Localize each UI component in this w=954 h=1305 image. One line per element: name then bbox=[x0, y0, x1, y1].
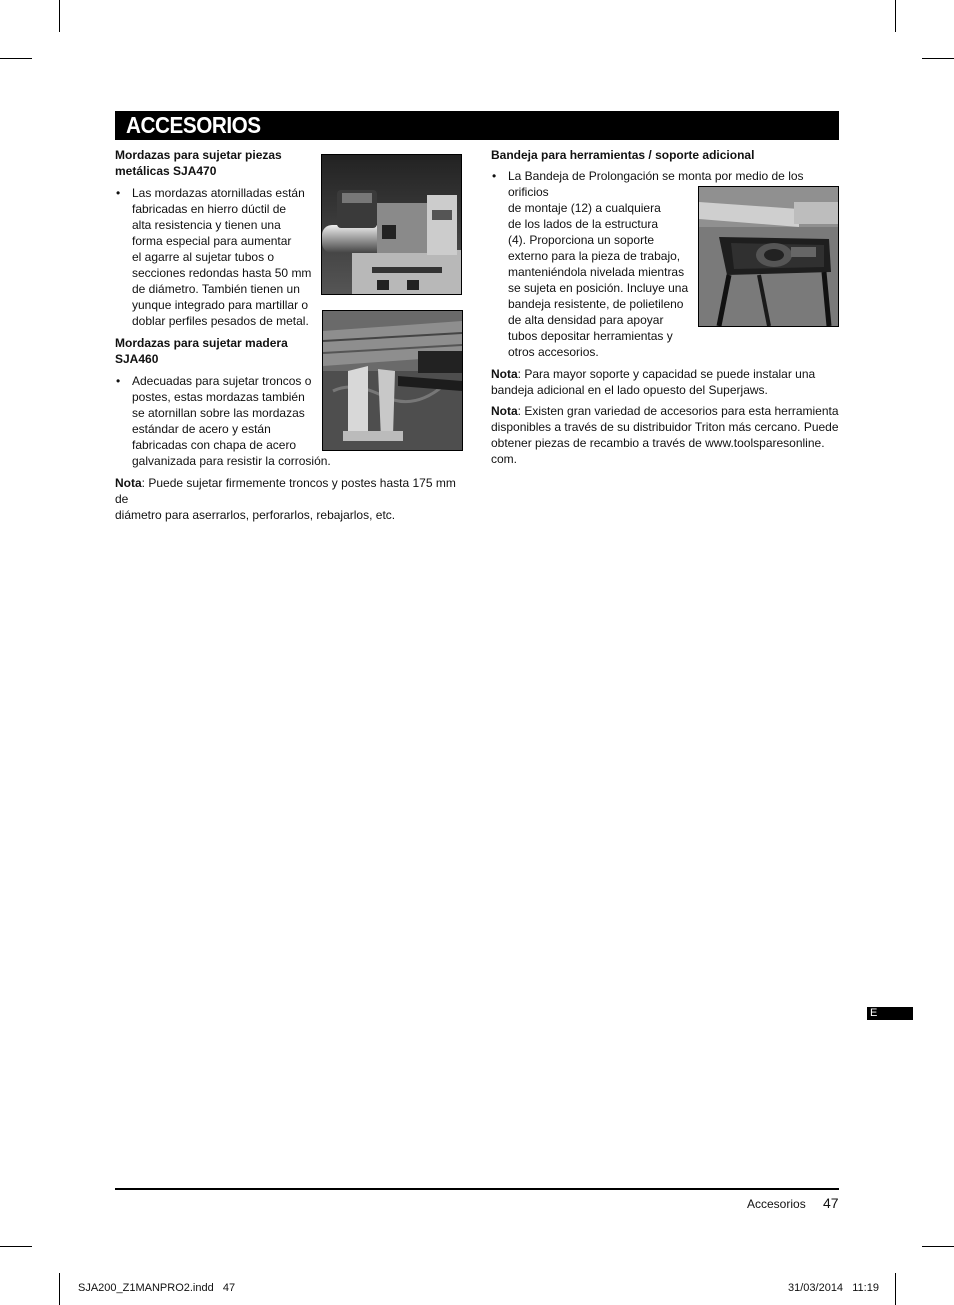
language-tab-label: E bbox=[870, 1007, 878, 1019]
text-line: tubos depositar herramientas y bbox=[508, 329, 673, 343]
metal-jaws-heading: Mordazas para sujetar piezas bbox=[115, 148, 282, 162]
wood-jaws-heading-2: SJA460 bbox=[115, 352, 159, 366]
text-line: se atornillan sobre las mordazas bbox=[132, 406, 305, 420]
metal-jaws-illustration bbox=[322, 155, 461, 294]
text-line: fabricadas en hierro dúctil de bbox=[132, 202, 287, 216]
text-line: Las mordazas atornilladas están bbox=[132, 186, 305, 200]
crop-mark bbox=[922, 1246, 954, 1247]
text-line: externo para la pieza de trabajo, bbox=[508, 249, 681, 263]
text-line: fabricadas con chapa de acero bbox=[132, 438, 297, 452]
right-note-1-line2: bandeja adicional en el lado opuesto del Superjaws. bbox=[491, 383, 768, 397]
text-line: Adecuadas para sujetar troncos o bbox=[132, 374, 312, 388]
note-label: Nota bbox=[491, 404, 518, 418]
page-number: 47 bbox=[823, 1195, 839, 1211]
crop-mark bbox=[895, 0, 896, 32]
note-label: Nota bbox=[491, 367, 518, 381]
text-line: secciones redondas hasta 50 mm bbox=[132, 266, 312, 280]
crop-mark bbox=[59, 1273, 60, 1305]
text-line: de los lados de la estructura bbox=[508, 217, 659, 231]
text-line: La Bandeja de Prolongación se monta por medio de los orificios bbox=[508, 169, 804, 199]
bullet-dot: • bbox=[492, 169, 497, 183]
text-line: de diámetro. También tienen un bbox=[132, 282, 300, 296]
text-line: galvanizada para resistir la corrosión. bbox=[132, 454, 331, 468]
text-line: (4). Proporciona un soporte bbox=[508, 233, 655, 247]
footer-section-name: Accesorios bbox=[747, 1197, 806, 1211]
note-text: : Para mayor soporte y capacidad se puede instalar una bbox=[517, 367, 816, 381]
section-title-bar bbox=[115, 111, 839, 140]
crop-mark bbox=[0, 58, 32, 59]
note-label: Nota bbox=[115, 476, 142, 490]
wood-jaws-photo bbox=[322, 310, 463, 451]
metal-jaws-heading-2: metálicas SJA470 bbox=[115, 164, 217, 178]
right-note-2-line2: disponibles a través de su distribuidor Triton más cercano. Puede bbox=[491, 420, 839, 434]
text-line: yunque integrado para martillar o bbox=[132, 298, 309, 312]
text-line: de alta densidad para apoyar bbox=[508, 313, 664, 327]
text-line: doblar perfiles pesados de metal. bbox=[132, 314, 309, 328]
text-line: forma especial para aumentar bbox=[132, 234, 292, 248]
text-line: manteniéndola nivelada mientras bbox=[508, 265, 685, 279]
tool-tray-photo bbox=[698, 186, 839, 327]
note-text: : Puede sujetar firmemente troncos y postes hasta 175 mm de bbox=[115, 476, 456, 506]
right-note-2-line3: obtener piezas de recambio a través de www.toolsparesonline. bbox=[491, 436, 825, 450]
text-line: se sujeta en posición. Incluye una bbox=[508, 281, 689, 295]
note-text: : Existen gran variedad de accesorios para esta herramienta bbox=[517, 404, 839, 418]
right-note-2-line4: com. bbox=[491, 452, 518, 466]
slug-file-name: SJA200_Z1MANPRO2.indd 47 bbox=[78, 1282, 236, 1294]
text-line: alta resistencia y tienen una bbox=[132, 218, 281, 232]
text-line: de montaje (12) a cualquiera bbox=[508, 201, 661, 215]
footer-rule bbox=[115, 1188, 839, 1190]
text-line: el agarre al sujetar tubos o bbox=[132, 250, 275, 264]
text-line: estándar de acero y están bbox=[132, 422, 271, 436]
crop-mark bbox=[0, 1246, 32, 1247]
crop-mark bbox=[922, 58, 954, 59]
tool-tray-heading: Bandeja para herramientas / soporte adicional bbox=[491, 148, 755, 162]
text-line: bandeja resistente, de polietileno bbox=[508, 297, 684, 311]
crop-mark bbox=[59, 0, 60, 32]
page-title: ACCESORIOS bbox=[126, 112, 261, 138]
text-line: postes, estas mordazas también bbox=[132, 390, 305, 404]
left-note-2: diámetro para aserrarlos, perforarlos, rebajarlos, etc. bbox=[115, 508, 396, 522]
right-note-2 bbox=[491, 403, 841, 419]
slug-date: 31/03/2014 11:19 bbox=[788, 1282, 879, 1294]
left-note bbox=[115, 475, 465, 507]
right-note-1 bbox=[491, 366, 841, 382]
bullet-dot: • bbox=[116, 186, 121, 200]
tool-tray-illustration bbox=[699, 187, 838, 326]
language-tab bbox=[867, 1007, 913, 1020]
crop-mark bbox=[895, 1273, 896, 1305]
text-line: otros accesorios. bbox=[508, 345, 599, 359]
wood-jaws-heading: Mordazas para sujetar madera bbox=[115, 336, 288, 350]
metal-jaws-photo bbox=[321, 154, 462, 295]
bullet-dot: • bbox=[116, 374, 121, 388]
wood-jaws-illustration bbox=[323, 311, 462, 450]
